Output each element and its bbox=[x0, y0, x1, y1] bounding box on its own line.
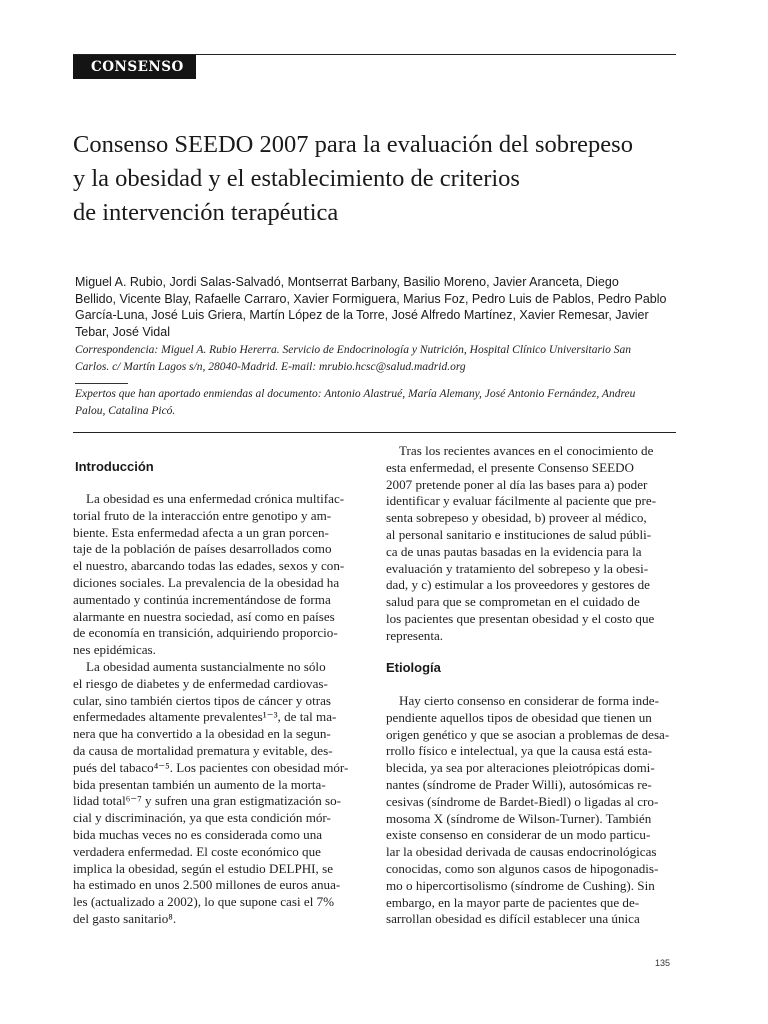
text-line: existe consenso en considerar de un modo particu- bbox=[386, 827, 651, 843]
heading-etiologia: Etiología bbox=[386, 660, 441, 675]
title-line: Consenso SEEDO 2007 para la evaluación del sobrepeso bbox=[73, 131, 633, 158]
text-line: bida presentan también un aumento de la morta- bbox=[73, 776, 326, 792]
text-line: lar la obesidad derivada de causas endocrinológicas bbox=[386, 844, 657, 860]
text-line: 2007 pretende poner al día las bases para a) poder bbox=[386, 476, 648, 492]
text-line: sarrollan obesidad es difícil establecer una única bbox=[386, 911, 640, 927]
experts-line: Expertos que han aportado enmiendas al documento: Antonio Alastrué, María Alemany, José Antonio Fernández, Andreu bbox=[75, 388, 636, 400]
author-line: Bellido, Vicente Blay, Rafaelle Carraro, Xavier Formiguera, Marius Foz, Pedro Luis de Pablos, Pedro Pablo bbox=[75, 291, 667, 306]
correspondence-line: Correspondencia: Miguel A. Rubio Hererra. Servicio de Endocrinología y Nutrición, Hospital Clínico Universitario San bbox=[75, 344, 631, 356]
text-line: origen genético y que se asocian a problemas de desa- bbox=[386, 726, 670, 742]
text-line: verdadera enfermedad. El coste económico que bbox=[73, 843, 321, 859]
author-line: Miguel A. Rubio, Jordi Salas-Salvadó, Montserrat Barbany, Basilio Moreno, Javier Aranceta, Diego bbox=[75, 275, 619, 289]
etiology-paragraph bbox=[386, 693, 678, 928]
article-title bbox=[73, 128, 693, 230]
experts-line: Palou, Catalina Picó. bbox=[75, 404, 176, 417]
text-line: al personal sanitario e instituciones de salud públi- bbox=[386, 526, 652, 542]
text-line: cial y discriminación, ya que esta condición mór- bbox=[73, 810, 331, 826]
text-line: Tras los recientes avances en el conocimiento de bbox=[399, 443, 654, 458]
text-line: nes epidémicas. bbox=[73, 642, 156, 658]
title-line: de intervención terapéutica bbox=[73, 199, 339, 226]
text-line: del gasto sanitario⁸. bbox=[73, 910, 177, 926]
text-line: torial fruto de la interacción entre genotipo y am- bbox=[73, 507, 332, 523]
text-line: esta enfermedad, el presente Consenso SEEDO bbox=[386, 459, 634, 475]
text-line: el nuestro, abarcando todas las edades, sexos y con- bbox=[73, 558, 345, 574]
text-line: aumentado y continúa incrementándose de forma bbox=[73, 591, 331, 607]
text-line: mosoma X (síndrome de Wilson-Turner). También bbox=[386, 810, 652, 826]
text-line: ha estimado en unos 2.500 millones de euros anua- bbox=[73, 877, 341, 893]
text-line: representa. bbox=[386, 627, 444, 643]
text-line: salud para que se comprometan en el cuidado de bbox=[386, 594, 640, 610]
text-line: nera que ha convertido a la obesidad en la segun- bbox=[73, 726, 331, 742]
author-line: Tebar, José Vidal bbox=[75, 324, 170, 339]
text-line: cesivas (síndrome de Bardet-Biedl) o ligadas al cro- bbox=[386, 793, 659, 809]
text-line: cular, sino también ciertos tipos de cáncer y otras bbox=[73, 692, 331, 708]
text-line: taje de la población de países desarrollados como bbox=[73, 541, 332, 557]
text-line: rrollo físico e intelectual, ya que la causa está esta- bbox=[386, 743, 653, 759]
text-line: da causa de mortalidad prematura y evitable, des- bbox=[73, 742, 333, 758]
text-line: los pacientes que presentan obesidad y el costo que bbox=[386, 610, 655, 626]
short-rule bbox=[75, 383, 128, 384]
section-label: CONSENSO bbox=[73, 55, 196, 79]
intro-paragraph-1 bbox=[73, 491, 365, 659]
text-line: evaluación y tratamiento del sobrepeso y la obesi- bbox=[386, 560, 649, 576]
text-line: ca de unas pautas basadas en la evidencia para la bbox=[386, 543, 642, 559]
text-line: Hay cierto consenso en considerar de forma inde- bbox=[399, 693, 659, 708]
text-line: bida muchas veces no es considerada como una bbox=[73, 826, 323, 842]
experts-note bbox=[75, 386, 685, 419]
heading-introduccion: Introducción bbox=[75, 459, 154, 474]
text-line: les (actualizado a 2002), lo que supone casi el 7% bbox=[73, 894, 335, 910]
text-line: nantes (síndrome de Prader Willi), autosómicas re- bbox=[386, 776, 652, 792]
text-line: embargo, en la mayor parte de pacientes que de- bbox=[386, 894, 640, 910]
text-line: alarmante en nuestra sociedad, así como en países bbox=[73, 608, 335, 624]
text-line: conocidas, como son algunos casos de hipogonadis- bbox=[386, 860, 659, 876]
title-line: y la obesidad y el establecimiento de criterios bbox=[73, 165, 520, 192]
correspondence bbox=[75, 342, 685, 375]
text-line: pués del tabaco⁴⁻⁵. Los pacientes con obesidad mór- bbox=[73, 759, 349, 775]
text-line: dad, y c) estimular a los proveedores y gestores de bbox=[386, 577, 650, 593]
correspondence-line: Carlos. c/ Martín Lagos s/n, 28040-Madrid. E-mail: mrubio.hcsc@salud.madrid.org bbox=[75, 360, 466, 373]
text-line: implica la obesidad, según el estudio DELPHI, se bbox=[73, 860, 334, 876]
text-line: enfermedades altamente prevalentes¹⁻³, de tal ma- bbox=[73, 709, 337, 725]
page-number: 135 bbox=[655, 958, 671, 968]
text-line: blecida, ya sea por alteraciones pleiotrópicas domi- bbox=[386, 760, 655, 776]
intro-paragraph-3 bbox=[386, 443, 678, 645]
text-line: mo o hipercortisolismo (síndrome de Cushing). Sin bbox=[386, 877, 655, 893]
author-list bbox=[75, 274, 685, 340]
text-line: el riesgo de diabetes y de enfermedad cardiovas- bbox=[73, 675, 328, 691]
intro-paragraph-2 bbox=[73, 659, 365, 928]
text-line: identificar y evaluar fácilmente al paciente que pre- bbox=[386, 493, 657, 509]
text-line: La obesidad es una enfermedad crónica multifac- bbox=[86, 491, 345, 506]
text-line: pendiente aquellos tipos de obesidad que tienen un bbox=[386, 709, 652, 725]
text-line: La obesidad aumenta sustancialmente no sólo bbox=[86, 659, 326, 674]
text-line: lidad total⁶⁻⁷ y sufren una gran estigmatización so- bbox=[73, 793, 342, 809]
section-divider bbox=[73, 432, 676, 433]
text-line: senta sobrepeso y obesidad, b) proveer al médico, bbox=[386, 510, 647, 526]
text-line: de economía en transición, adquiriendo proporcio- bbox=[73, 625, 338, 641]
text-line: biente. Esta enfermedad afecta a un gran porcen- bbox=[73, 524, 329, 540]
text-line: diciones sociales. La prevalencia de la obesidad ha bbox=[73, 574, 340, 590]
author-line: García-Luna, José Luis Griera, Martín López de la Torre, José Alfredo Martínez, Xavier Remesar, Javier bbox=[75, 308, 649, 323]
